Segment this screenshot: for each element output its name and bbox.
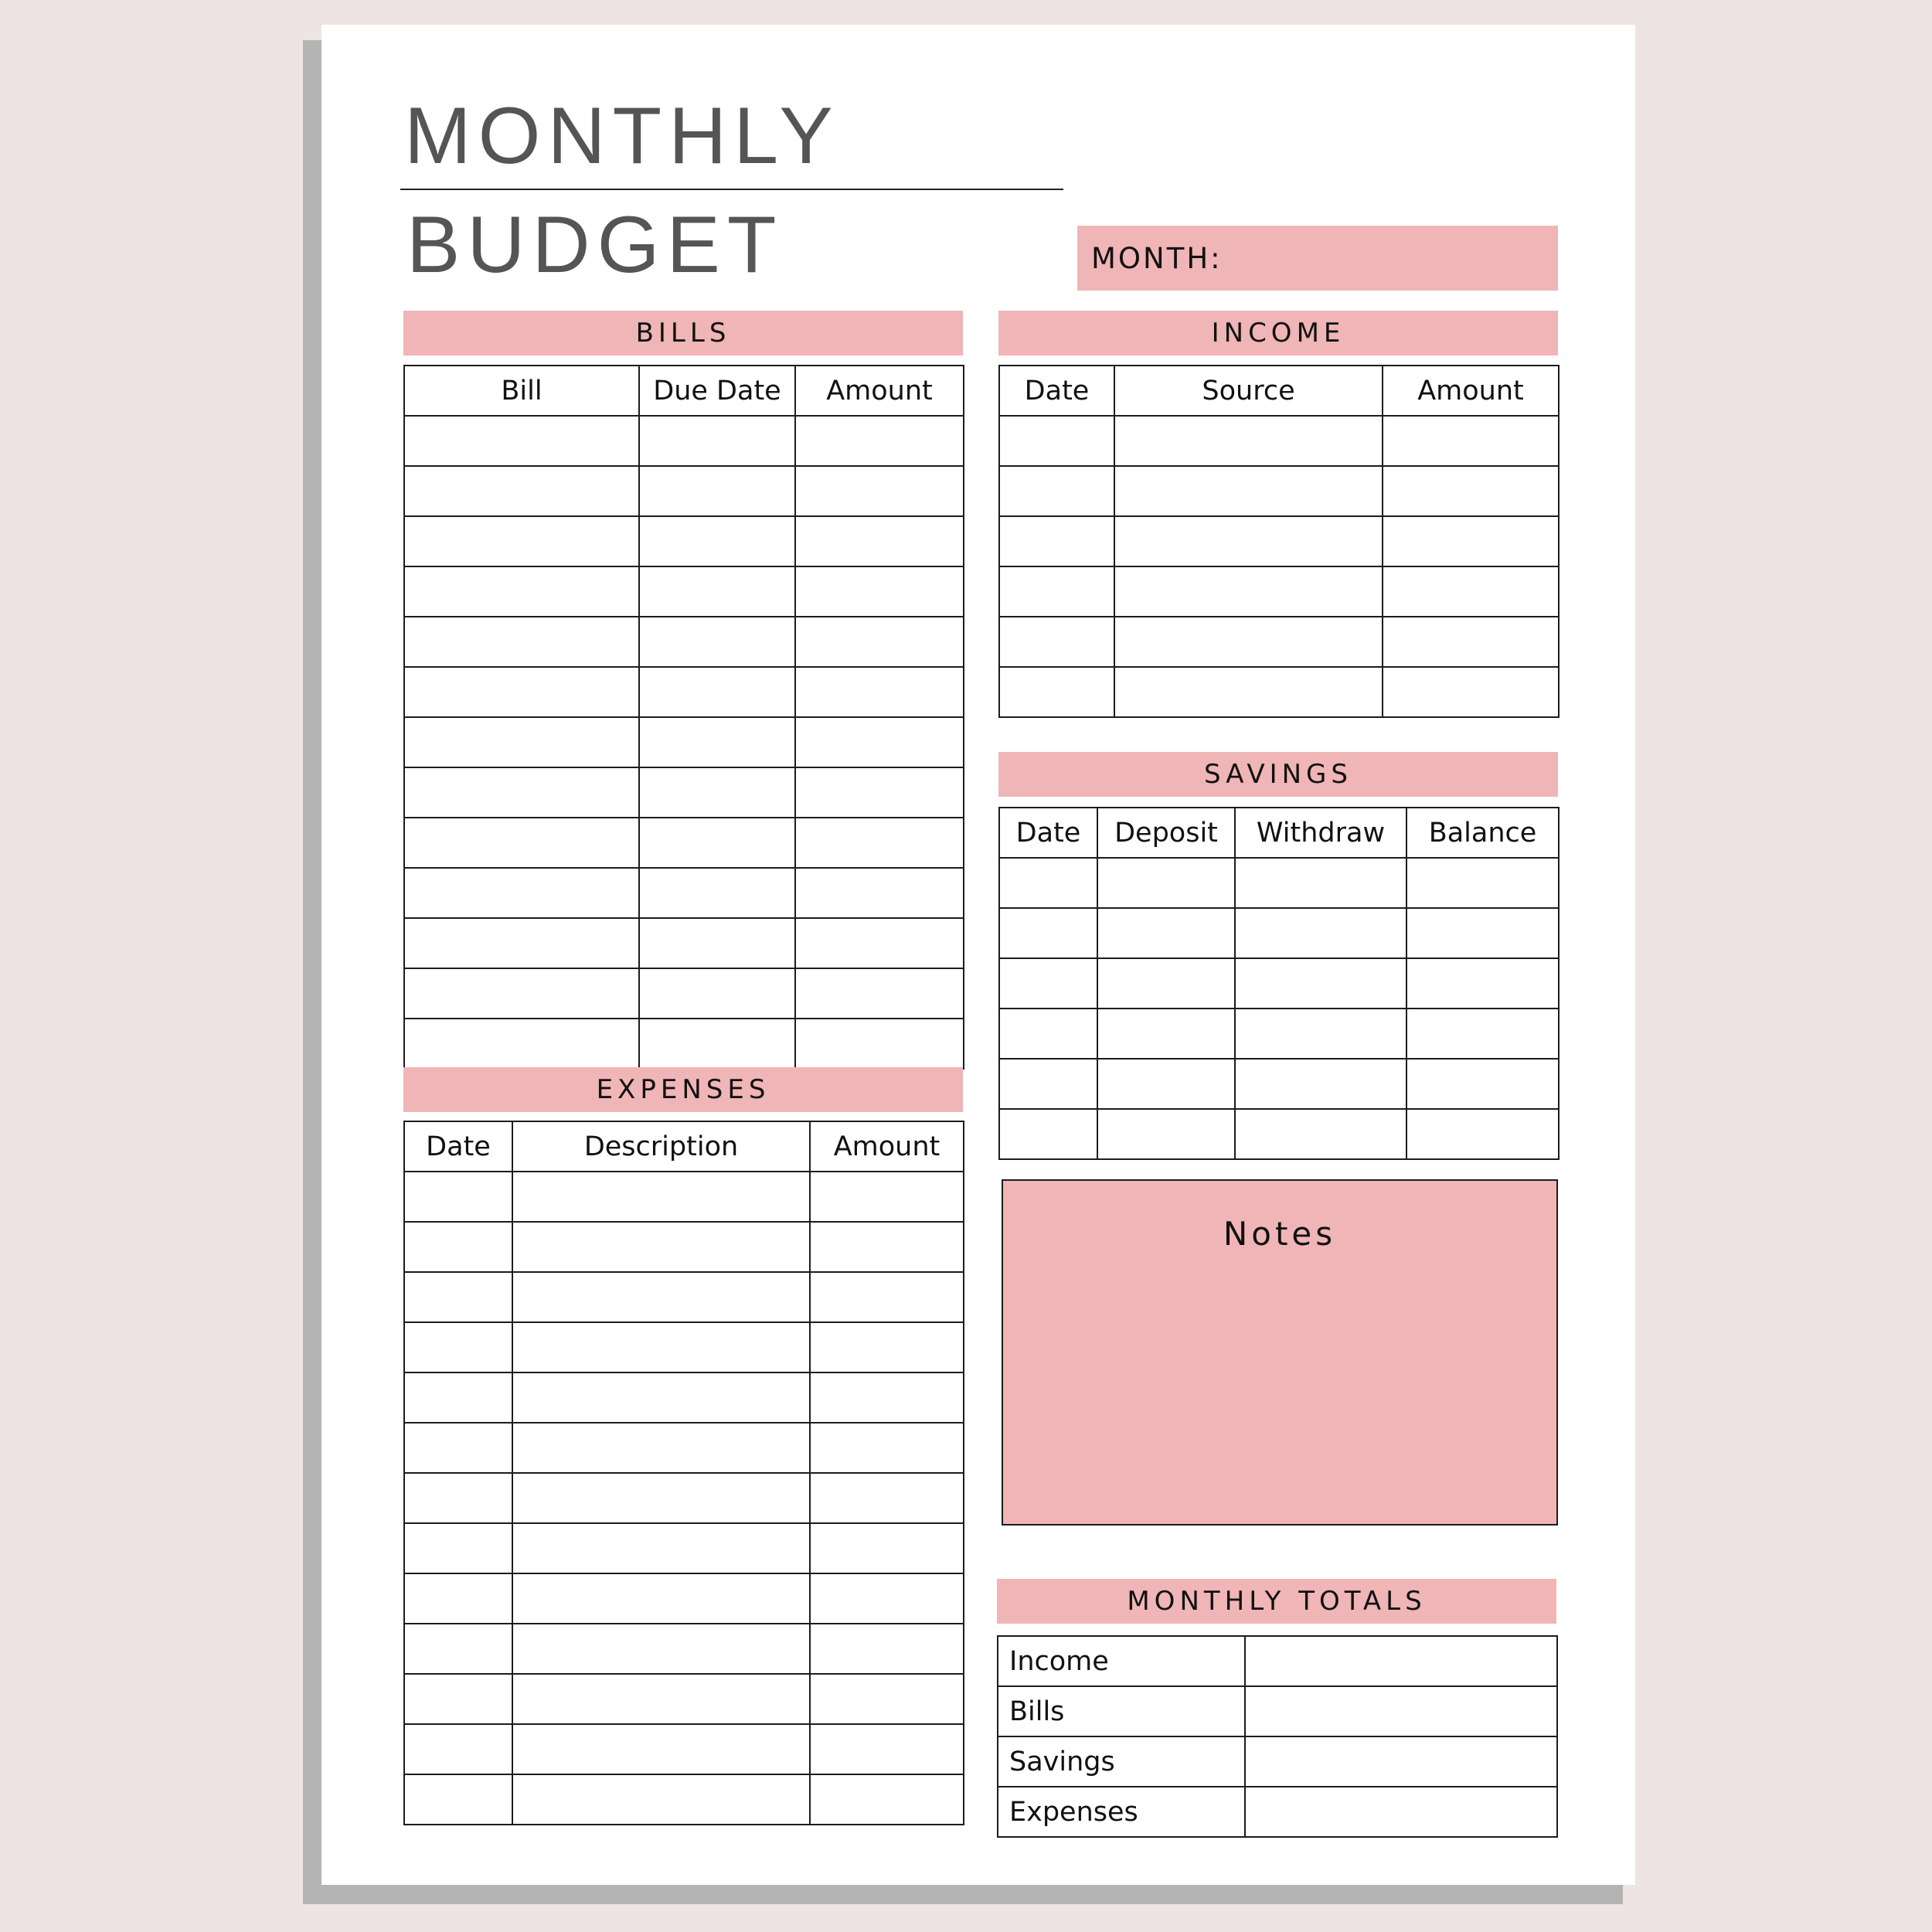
expenses-cell[interactable] [810, 1322, 964, 1372]
expenses-cell[interactable] [512, 1423, 810, 1473]
savings-row [999, 958, 1559, 1009]
bills-cell[interactable] [404, 717, 639, 767]
expenses-row [404, 1172, 964, 1222]
bills-cell[interactable] [795, 1019, 964, 1069]
bills-row [404, 416, 964, 466]
savings-cell[interactable] [1097, 858, 1235, 908]
bills-cell[interactable] [639, 466, 795, 516]
bills-col-bill: Bill [404, 366, 639, 416]
bills-cell[interactable] [795, 466, 964, 516]
savings-cell[interactable] [1097, 1009, 1235, 1059]
savings-cell[interactable] [1406, 908, 1559, 958]
bills-cell[interactable] [404, 667, 639, 717]
income-cell[interactable] [1114, 516, 1383, 566]
savings-cell[interactable] [1235, 858, 1406, 908]
bills-cell[interactable] [639, 1019, 795, 1069]
savings-row [999, 1009, 1559, 1059]
income-cell[interactable] [1383, 466, 1559, 516]
income-cell[interactable] [999, 416, 1114, 466]
savings-cell[interactable] [999, 908, 1097, 958]
expenses-col-description: Description [512, 1121, 810, 1172]
savings-header: SAVINGS [998, 752, 1558, 797]
expenses-header: EXPENSES [403, 1067, 963, 1112]
expenses-cell[interactable] [404, 1423, 512, 1473]
expenses-cell[interactable] [512, 1523, 810, 1573]
savings-cell[interactable] [999, 1009, 1097, 1059]
savings-col-date: Date [999, 808, 1097, 858]
income-row [999, 516, 1559, 566]
bills-col-amount: Amount [795, 366, 964, 416]
savings-row [999, 858, 1559, 908]
income-cell[interactable] [999, 617, 1114, 667]
month-label: MONTH: [1091, 241, 1223, 275]
savings-cell[interactable] [1235, 1059, 1406, 1109]
expenses-row [404, 1473, 964, 1523]
expenses-cell[interactable] [810, 1573, 964, 1624]
expenses-cell[interactable] [512, 1222, 810, 1272]
budget-page [321, 25, 1635, 1885]
totals-row [998, 1636, 1557, 1686]
expenses-cell[interactable] [810, 1724, 964, 1774]
bills-cell[interactable] [404, 918, 639, 968]
totals-value-cell[interactable] [1245, 1686, 1557, 1736]
bills-cell[interactable] [795, 566, 964, 617]
bills-cell[interactable] [795, 818, 964, 868]
income-cell[interactable] [1383, 667, 1559, 717]
bills-cell[interactable] [639, 416, 795, 466]
savings-cell[interactable] [1235, 958, 1406, 1009]
income-cell[interactable] [999, 566, 1114, 617]
bills-row [404, 767, 964, 818]
bills-row [404, 1019, 964, 1069]
bills-row [404, 717, 964, 767]
income-cell[interactable] [1114, 617, 1383, 667]
savings-cell[interactable] [1406, 1009, 1559, 1059]
expenses-cell[interactable] [404, 1473, 512, 1523]
bills-cell[interactable] [404, 1019, 639, 1069]
expenses-cell[interactable] [512, 1774, 810, 1825]
notes-title: Notes [1223, 1215, 1337, 1253]
bills-cell[interactable] [404, 416, 639, 466]
expenses-cell[interactable] [810, 1172, 964, 1222]
bills-cell[interactable] [795, 717, 964, 767]
income-cell[interactable] [1114, 416, 1383, 466]
bills-cell[interactable] [795, 617, 964, 667]
bills-cell[interactable] [795, 667, 964, 717]
expenses-cell[interactable] [512, 1473, 810, 1523]
title-monthly: MONTHLY [404, 91, 840, 181]
bills-cell[interactable] [404, 566, 639, 617]
expenses-cell[interactable] [810, 1222, 964, 1272]
bills-row [404, 667, 964, 717]
bills-row [404, 566, 964, 617]
expenses-cell[interactable] [404, 1724, 512, 1774]
income-cell[interactable] [1114, 667, 1383, 717]
savings-col-balance: Balance [1406, 808, 1559, 858]
expenses-cell[interactable] [512, 1272, 810, 1322]
income-cell[interactable] [1383, 617, 1559, 667]
expenses-row [404, 1724, 964, 1774]
bills-cell[interactable] [795, 416, 964, 466]
totals-label: Expenses [998, 1787, 1245, 1837]
expenses-cell[interactable] [404, 1674, 512, 1724]
savings-cell[interactable] [1097, 908, 1235, 958]
bills-cell[interactable] [639, 667, 795, 717]
savings-cell[interactable] [999, 1059, 1097, 1109]
bills-cell[interactable] [639, 868, 795, 918]
bills-row [404, 516, 964, 566]
bills-row [404, 617, 964, 667]
expenses-cell[interactable] [404, 1322, 512, 1372]
bills-cell[interactable] [795, 968, 964, 1019]
month-field[interactable] [1077, 226, 1558, 291]
expenses-cell[interactable] [512, 1624, 810, 1674]
bills-cell[interactable] [639, 566, 795, 617]
expenses-row [404, 1624, 964, 1674]
totals-row [998, 1736, 1557, 1787]
expenses-row [404, 1372, 964, 1423]
expenses-row [404, 1573, 964, 1624]
savings-row [999, 1059, 1559, 1109]
expenses-cell[interactable] [404, 1523, 512, 1573]
income-cell[interactable] [999, 466, 1114, 516]
bills-table [403, 365, 964, 1070]
savings-cell[interactable] [1097, 1109, 1235, 1159]
income-col-amount: Amount [1383, 366, 1559, 416]
bills-row [404, 868, 964, 918]
expenses-cell[interactable] [810, 1774, 964, 1825]
expenses-cell[interactable] [810, 1624, 964, 1674]
income-col-source: Source [1114, 366, 1383, 416]
savings-cell[interactable] [999, 858, 1097, 908]
totals-row [998, 1787, 1557, 1837]
income-header: INCOME [998, 311, 1558, 355]
expenses-row [404, 1222, 964, 1272]
expenses-cell[interactable] [512, 1724, 810, 1774]
expenses-cell[interactable] [404, 1172, 512, 1222]
totals-value-cell[interactable] [1245, 1736, 1557, 1787]
bills-row [404, 918, 964, 968]
totals-value-cell[interactable] [1245, 1636, 1557, 1686]
expenses-row [404, 1272, 964, 1322]
bills-cell[interactable] [404, 767, 639, 818]
savings-cell[interactable] [1235, 908, 1406, 958]
totals-label: Bills [998, 1686, 1245, 1736]
savings-col-deposit: Deposit [1097, 808, 1235, 858]
savings-cell[interactable] [999, 1109, 1097, 1159]
income-cell[interactable] [1383, 516, 1559, 566]
bills-cell[interactable] [639, 717, 795, 767]
expenses-row [404, 1322, 964, 1372]
bills-col-due-date: Due Date [639, 366, 795, 416]
bills-cell[interactable] [795, 767, 964, 818]
expenses-cell[interactable] [810, 1674, 964, 1724]
savings-col-withdraw: Withdraw [1235, 808, 1406, 858]
bills-cell[interactable] [639, 918, 795, 968]
bills-cell[interactable] [639, 617, 795, 667]
income-cell[interactable] [1114, 466, 1383, 516]
savings-cell[interactable] [1406, 1059, 1559, 1109]
bills-cell[interactable] [404, 617, 639, 667]
income-table [998, 365, 1560, 718]
bills-cell[interactable] [795, 918, 964, 968]
expenses-cell[interactable] [810, 1473, 964, 1523]
bills-cell[interactable] [795, 516, 964, 566]
expenses-col-amount: Amount [810, 1121, 964, 1172]
savings-cell[interactable] [1235, 1009, 1406, 1059]
monthly-totals-header: MONTHLY TOTALS [997, 1579, 1556, 1624]
bills-header: BILLS [403, 311, 963, 355]
savings-cell[interactable] [999, 958, 1097, 1009]
expenses-cell[interactable] [512, 1172, 810, 1222]
expenses-cell[interactable] [404, 1272, 512, 1322]
income-row [999, 667, 1559, 717]
totals-label: Savings [998, 1736, 1245, 1787]
bills-row [404, 968, 964, 1019]
income-cell[interactable] [1383, 416, 1559, 466]
expenses-row [404, 1774, 964, 1825]
income-col-date: Date [999, 366, 1114, 416]
income-row [999, 566, 1559, 617]
expenses-cell[interactable] [512, 1372, 810, 1423]
expenses-cell[interactable] [404, 1222, 512, 1272]
expenses-cell[interactable] [810, 1372, 964, 1423]
expenses-cell[interactable] [810, 1272, 964, 1322]
bills-cell[interactable] [639, 767, 795, 818]
expenses-cell[interactable] [404, 1774, 512, 1825]
income-row [999, 416, 1559, 466]
expenses-table [403, 1121, 964, 1825]
bills-cell[interactable] [639, 818, 795, 868]
savings-cell[interactable] [1406, 858, 1559, 908]
expenses-row [404, 1423, 964, 1473]
bills-cell[interactable] [639, 516, 795, 566]
bills-cell[interactable] [404, 818, 639, 868]
income-cell[interactable] [1383, 566, 1559, 617]
title-budget: BUDGET [406, 200, 784, 290]
bills-cell[interactable] [404, 466, 639, 516]
income-cell[interactable] [1114, 566, 1383, 617]
savings-cell[interactable] [1097, 958, 1235, 1009]
expenses-cell[interactable] [512, 1573, 810, 1624]
income-row [999, 466, 1559, 516]
expenses-cell[interactable] [810, 1523, 964, 1573]
expenses-cell[interactable] [512, 1674, 810, 1724]
expenses-cell[interactable] [810, 1423, 964, 1473]
expenses-cell[interactable] [404, 1573, 512, 1624]
savings-table [998, 807, 1560, 1160]
expenses-row [404, 1523, 964, 1573]
income-cell[interactable] [999, 516, 1114, 566]
expenses-row [404, 1674, 964, 1724]
bills-cell[interactable] [404, 516, 639, 566]
savings-row [999, 908, 1559, 958]
title-divider [400, 189, 1063, 190]
notes-box[interactable] [1002, 1179, 1558, 1526]
income-cell[interactable] [999, 667, 1114, 717]
income-row [999, 617, 1559, 667]
expenses-cell[interactable] [404, 1372, 512, 1423]
expenses-col-date: Date [404, 1121, 512, 1172]
savings-cell[interactable] [1235, 1109, 1406, 1159]
bills-cell[interactable] [404, 868, 639, 918]
totals-value-cell[interactable] [1245, 1787, 1557, 1837]
bills-cell[interactable] [795, 868, 964, 918]
savings-cell[interactable] [1406, 1109, 1559, 1159]
totals-row [998, 1686, 1557, 1736]
bills-row [404, 466, 964, 516]
expenses-cell[interactable] [512, 1322, 810, 1372]
totals-label: Income [998, 1636, 1245, 1686]
monthly-totals-table [997, 1635, 1558, 1838]
bills-cell[interactable] [639, 968, 795, 1019]
expenses-cell[interactable] [404, 1624, 512, 1674]
bills-row [404, 818, 964, 868]
savings-row [999, 1109, 1559, 1159]
savings-cell[interactable] [1097, 1059, 1235, 1109]
bills-cell[interactable] [404, 968, 639, 1019]
savings-cell[interactable] [1406, 958, 1559, 1009]
